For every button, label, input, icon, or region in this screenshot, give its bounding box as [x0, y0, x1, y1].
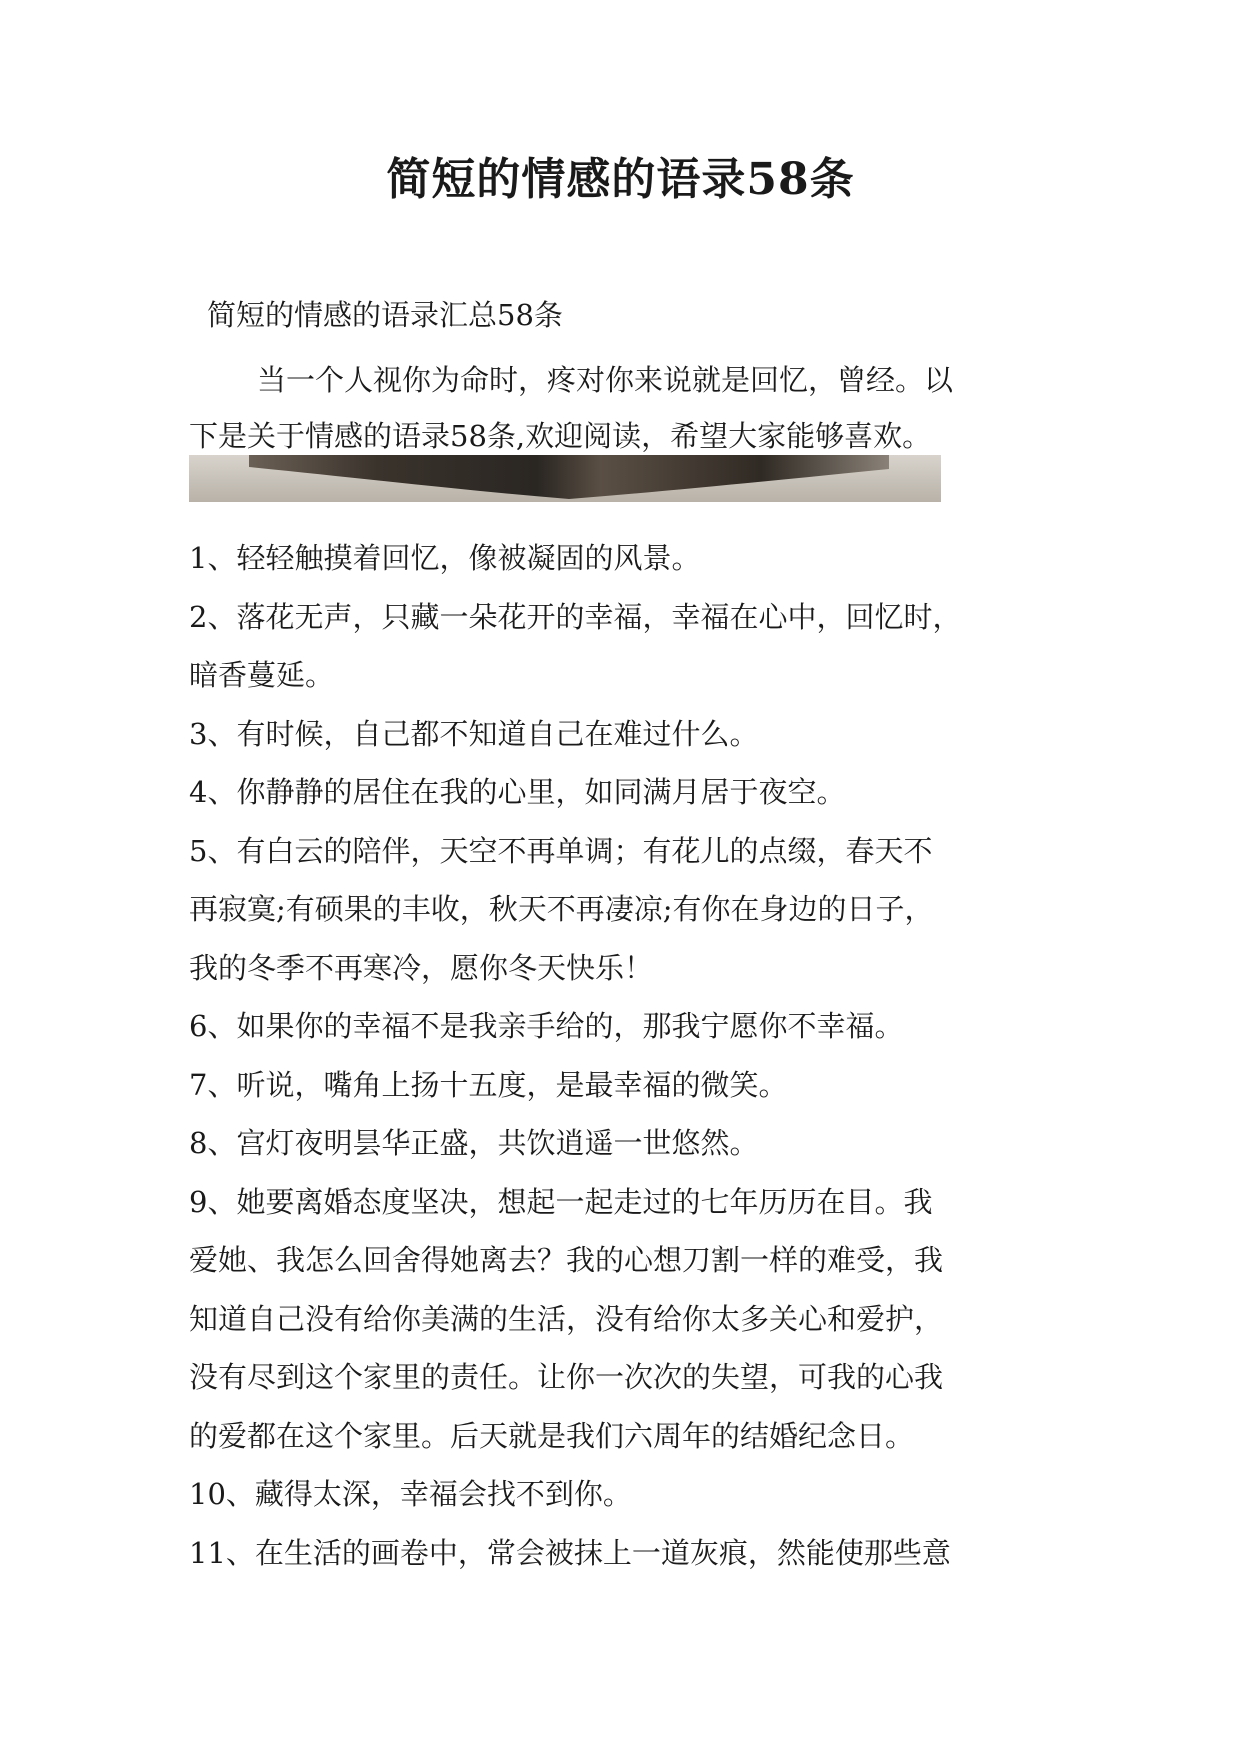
- subtitle: 简短的情感的语录汇总58条: [207, 298, 563, 332]
- text-line: 2、落花无声，只藏一朵花开的幸福，幸福在心中，回忆时，: [189, 599, 962, 634]
- text-line: 10、藏得太深，幸福会找不到你。: [189, 1477, 632, 1511]
- text-line: 没有尽到这个家里的责任。让你一次次的失望，可我的心我: [189, 1360, 944, 1394]
- text-line: 4、你静静的居住在我的心里，如同满月居于夜空。: [189, 775, 846, 809]
- text-line: 6、如果你的幸福不是我亲手给的，那我宁愿你不幸福。: [189, 1009, 904, 1043]
- banner-image: [189, 455, 941, 502]
- text-line: 的爱都在这个家里。后天就是我们六周年的结婚纪念日。: [189, 1418, 915, 1453]
- text-line: 11、在生活的画卷中，常会被抹上一道灰痕，然能使那些意: [189, 1535, 951, 1570]
- text-line: 我的冬季不再寒冷，愿你冬天快乐！: [189, 950, 654, 985]
- text-line: 5、有白云的陪伴，天空不再单调；有花儿的点缀，春天不: [189, 833, 933, 868]
- quote-list: [189, 529, 1069, 1582]
- text-line: 再寂寞;有硕果的丰收，秋天不再凄凉;有你在身边的日子，: [189, 892, 934, 926]
- intro-line: 当一个人视你为命时，疼对你来说就是回忆，曾经。以: [257, 363, 954, 397]
- text-line: 3、有时候，自己都不知道自己在难过什么。: [189, 716, 759, 751]
- text-line: 1、轻轻触摸着回忆，像被凝固的风景。: [189, 541, 701, 575]
- text-line: 知道自己没有给你美满的生活，没有给你太多关心和爱护，: [189, 1301, 944, 1336]
- text-line: 7、听说，嘴角上扬十五度，是最幸福的微笑。: [189, 1067, 788, 1102]
- intro-line: 下是关于情感的语录58条,欢迎阅读，希望大家能够喜欢。: [189, 419, 932, 453]
- text-line: 暗香蔓延。: [189, 658, 335, 692]
- intro-paragraph: [189, 352, 1069, 464]
- page-title: 简短的情感的语录58条: [386, 154, 855, 205]
- text-line: 8、宫灯夜明昙华正盛，共饮逍遥一世悠然。: [189, 1126, 759, 1160]
- banner-photo-strip: [249, 455, 889, 502]
- text-line: 爱她、我怎么回舍得她离去？我的心想刀割一样的难受，我: [189, 1243, 944, 1277]
- text-line: 9、她要离婚态度坚决，想起一起走过的七年历历在目。我: [189, 1184, 933, 1219]
